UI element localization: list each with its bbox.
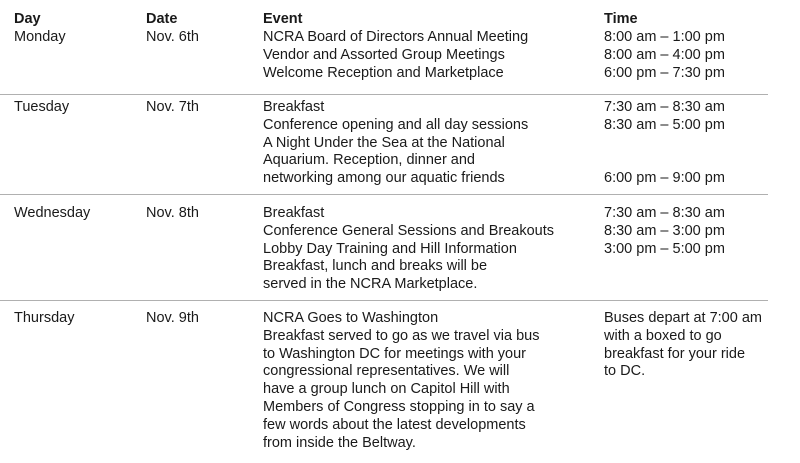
row-divider bbox=[0, 94, 768, 95]
event-line: A Night Under the Sea at the National bbox=[263, 134, 505, 151]
day-cell: Monday bbox=[14, 29, 66, 45]
day-cell: Wednesday bbox=[14, 205, 91, 221]
event-line: to Washington DC for meetings with your bbox=[263, 345, 526, 362]
event-cell bbox=[263, 29, 528, 82]
event-line: congressional representatives. We will bbox=[263, 363, 510, 380]
time-line: 3:00 pm – 5:00 pm bbox=[604, 240, 725, 257]
date-cell: Nov. 8th bbox=[146, 205, 199, 221]
time-line: to DC. bbox=[604, 363, 646, 380]
event-line: Vendor and Assorted Group Meetings bbox=[263, 46, 505, 63]
event-cell bbox=[263, 99, 528, 188]
time-line bbox=[604, 152, 725, 170]
date-cell: Nov. 7th bbox=[146, 99, 199, 115]
time-line: 8:00 am – 1:00 pm bbox=[604, 29, 725, 45]
event-cell bbox=[263, 310, 539, 452]
event-line: from inside the Beltway. bbox=[263, 434, 416, 451]
event-line: Breakfast, lunch and breaks will be bbox=[263, 258, 488, 275]
event-line: few words about the latest developments bbox=[263, 416, 526, 433]
event-line: NCRA Board of Directors Annual Meeting bbox=[263, 29, 529, 45]
time-cell bbox=[604, 205, 725, 258]
day-cell: Thursday bbox=[14, 310, 75, 326]
row-divider bbox=[0, 300, 768, 301]
event-line: Welcome Reception and Marketplace bbox=[263, 64, 504, 81]
time-line: 8:30 am – 5:00 pm bbox=[604, 116, 725, 133]
time-line: 8:30 am – 3:00 pm bbox=[604, 222, 725, 239]
event-line: Breakfast served to go as we travel via bus bbox=[263, 327, 540, 344]
time-line: Buses depart at 7:00 am bbox=[604, 310, 762, 326]
time-cell bbox=[604, 99, 725, 188]
time-line bbox=[604, 135, 725, 153]
header-date: Date bbox=[146, 11, 178, 27]
event-line: served in the NCRA Marketplace. bbox=[263, 276, 478, 293]
event-line: Conference General Sessions and Breakouts bbox=[263, 222, 554, 239]
event-line: Lobby Day Training and Hill Information bbox=[263, 240, 517, 257]
time-cell bbox=[604, 29, 725, 82]
header-day: Day bbox=[14, 11, 41, 27]
time-cell bbox=[604, 310, 762, 381]
row-divider bbox=[0, 194, 768, 195]
time-line: 6:00 pm – 7:30 pm bbox=[604, 64, 725, 81]
header-time: Time bbox=[604, 11, 638, 27]
time-line: breakfast for your ride bbox=[604, 345, 746, 362]
header-event: Event bbox=[263, 11, 303, 27]
event-line: Members of Congress stopping in to say a bbox=[263, 398, 535, 415]
event-line: Breakfast bbox=[263, 205, 325, 221]
event-cell bbox=[263, 205, 554, 294]
time-line: 6:00 pm – 9:00 pm bbox=[604, 170, 725, 187]
event-line: Conference opening and all day sessions bbox=[263, 116, 529, 133]
event-line: have a group lunch on Capitol Hill with bbox=[263, 381, 510, 398]
time-line: 7:30 am – 8:30 am bbox=[604, 99, 725, 115]
event-line: NCRA Goes to Washington bbox=[263, 310, 439, 326]
day-cell: Tuesday bbox=[14, 99, 70, 115]
time-line: with a boxed to go bbox=[604, 327, 722, 344]
event-line: Aquarium. Reception, dinner and bbox=[263, 152, 475, 169]
time-line: 7:30 am – 8:30 am bbox=[604, 205, 725, 221]
event-line: networking among our aquatic friends bbox=[263, 170, 505, 187]
date-cell: Nov. 6th bbox=[146, 29, 199, 45]
time-line: 8:00 am – 4:00 pm bbox=[604, 46, 725, 63]
event-line: Breakfast bbox=[263, 99, 325, 115]
date-cell: Nov. 9th bbox=[146, 310, 199, 326]
